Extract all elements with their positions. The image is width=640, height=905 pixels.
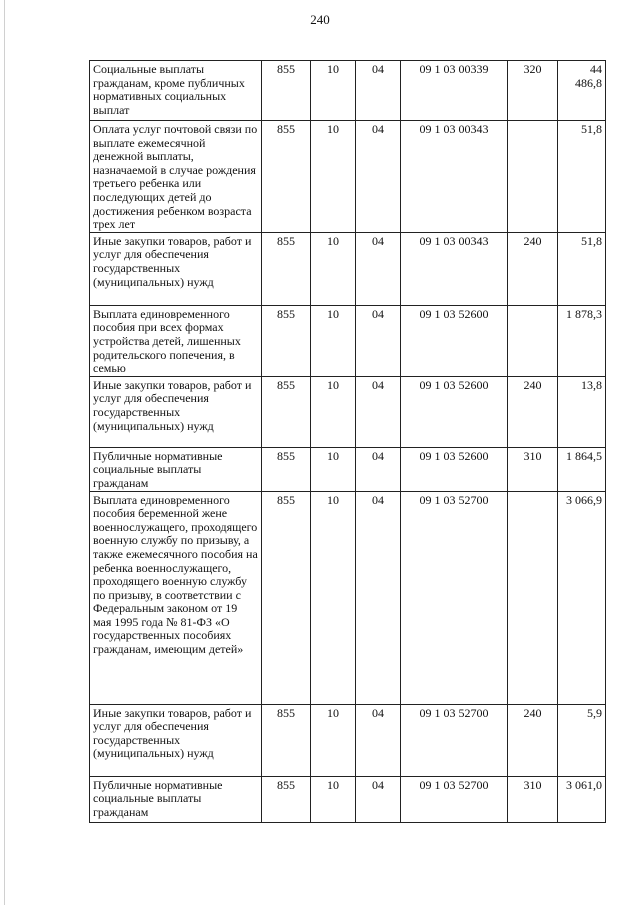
cell-section: 10: [311, 491, 356, 704]
cell-target-article: 09 1 03 00343: [401, 232, 508, 305]
cell-expense-type: 240: [508, 704, 558, 776]
table-row: [90, 232, 606, 305]
cell-subsection: 04: [356, 305, 401, 376]
cell-ministry: 855: [262, 305, 311, 376]
table-row: [90, 61, 606, 121]
cell-ministry: 855: [262, 704, 311, 776]
cell-name: Выплата единовременного пособия при всех формах устройства детей, лишенных родительского попечения, в семью: [90, 305, 262, 376]
cell-expense-type: 320: [508, 61, 558, 121]
page-number: 240: [310, 12, 330, 27]
cell-section: 10: [311, 704, 356, 776]
cell-section: 10: [311, 376, 356, 447]
cell-expense-type: [508, 305, 558, 376]
cell-subsection: 04: [356, 776, 401, 822]
cell-amount: 3 061,0: [558, 776, 606, 822]
cell-expense-type: 310: [508, 447, 558, 491]
cell-target-article: 09 1 03 00343: [401, 121, 508, 233]
cell-target-article: 09 1 03 52600: [401, 447, 508, 491]
table-row: [90, 305, 606, 376]
cell-subsection: 04: [356, 232, 401, 305]
cell-ministry: 855: [262, 376, 311, 447]
cell-ministry: 855: [262, 447, 311, 491]
cell-amount: 5,9: [558, 704, 606, 776]
cell-target-article: 09 1 03 52600: [401, 376, 508, 447]
cell-section: 10: [311, 61, 356, 121]
table-row: [90, 447, 606, 491]
cell-ministry: 855: [262, 121, 311, 233]
cell-subsection: 04: [356, 447, 401, 491]
cell-amount: 44 486,8: [558, 61, 606, 121]
table-row: [90, 491, 606, 704]
cell-expense-type: 240: [508, 232, 558, 305]
cell-amount: 51,8: [558, 121, 606, 233]
cell-target-article: 09 1 03 52700: [401, 704, 508, 776]
table-row: [90, 704, 606, 776]
cell-target-article: 09 1 03 00339: [401, 61, 508, 121]
cell-name: Иные закупки товаров, работ и услуг для обеспечения государственных (муниципальных) нужд: [90, 376, 262, 447]
cell-subsection: 04: [356, 704, 401, 776]
cell-expense-type: 240: [508, 376, 558, 447]
cell-section: 10: [311, 305, 356, 376]
table-row: [90, 376, 606, 447]
cell-ministry: 855: [262, 232, 311, 305]
cell-name: Публичные нормативные социальные выплаты гражданам: [90, 447, 262, 491]
scan-edge-line: [4, 0, 5, 905]
cell-amount: 51,8: [558, 232, 606, 305]
cell-amount: 3 066,9: [558, 491, 606, 704]
cell-name: Выплата единовременного пособия беременной жене военнослужащего, проходящего военную службу по призыву, а также ежемесячного пособия на ребенка военнослужащего, проходящего военную службу по призыву, в соответствии с Федеральным законом от 19 мая 1995 года № 81-ФЗ «О государственных пособиях гражданам, имеющим детей»: [90, 491, 262, 704]
cell-expense-type: 310: [508, 776, 558, 822]
cell-ministry: 855: [262, 776, 311, 822]
cell-name: Социальные выплаты гражданам, кроме публичных нормативных социальных выплат: [90, 61, 262, 121]
cell-section: 10: [311, 776, 356, 822]
cell-amount: 13,8: [558, 376, 606, 447]
cell-name: Публичные нормативные социальные выплаты гражданам: [90, 776, 262, 822]
cell-section: 10: [311, 447, 356, 491]
cell-ministry: 855: [262, 491, 311, 704]
cell-subsection: 04: [356, 491, 401, 704]
cell-section: 10: [311, 121, 356, 233]
cell-name: Оплата услуг почтовой связи по выплате ежемесячной денежной выплаты, назначаемой в случае рождения третьего ребенка или последующих детей до достижения ребенком возраста трех лет: [90, 121, 262, 233]
cell-subsection: 04: [356, 376, 401, 447]
cell-target-article: 09 1 03 52700: [401, 491, 508, 704]
cell-section: 10: [311, 232, 356, 305]
table-row: [90, 776, 606, 822]
cell-name: Иные закупки товаров, работ и услуг для обеспечения государственных (муниципальных) нужд: [90, 232, 262, 305]
budget-table: [89, 60, 606, 823]
cell-expense-type: [508, 121, 558, 233]
cell-target-article: 09 1 03 52700: [401, 776, 508, 822]
cell-expense-type: [508, 491, 558, 704]
cell-ministry: 855: [262, 61, 311, 121]
cell-name: Иные закупки товаров, работ и услуг для обеспечения государственных (муниципальных) нужд: [90, 704, 262, 776]
table-row: [90, 121, 606, 233]
cell-amount: 1 878,3: [558, 305, 606, 376]
cell-subsection: 04: [356, 61, 401, 121]
cell-subsection: 04: [356, 121, 401, 233]
cell-amount: 1 864,5: [558, 447, 606, 491]
cell-target-article: 09 1 03 52600: [401, 305, 508, 376]
